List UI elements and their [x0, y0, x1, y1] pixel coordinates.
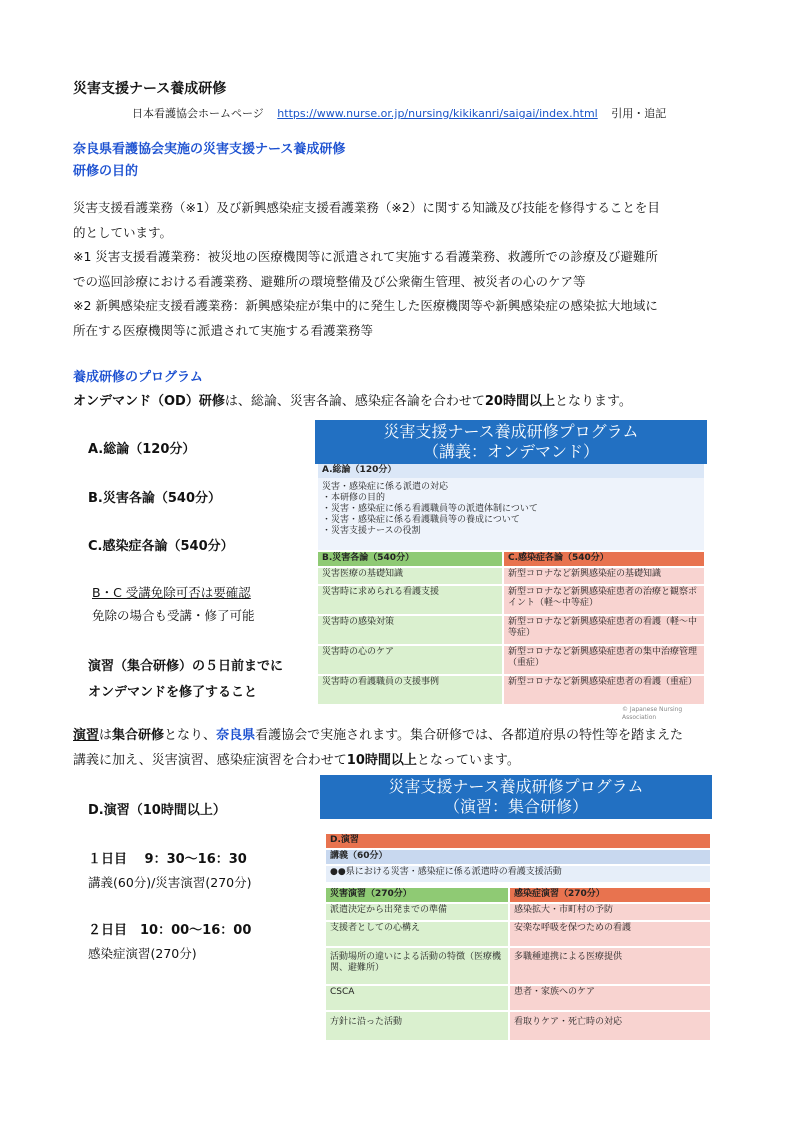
od-intro — [73, 390, 632, 409]
ex-program-banner — [320, 775, 712, 819]
a-item: ・本研修の目的 — [322, 493, 386, 503]
note1-line: ※1 災害支援看護業務：被災地の医療機関等に派遣されて実施する看護業務、救護所での診療及び避難所 — [73, 249, 658, 264]
left-d: D.演習（10時間以上） — [88, 803, 226, 818]
b-row: 災害時の感染対策 — [318, 616, 502, 644]
od-program-table — [318, 464, 704, 721]
left-c: C.感染症各論（540分） — [88, 539, 234, 554]
exercise-text: となっています。 — [416, 753, 520, 768]
lecture-header: 講義（60分） — [326, 850, 710, 864]
exercise-text: となり、 — [164, 728, 217, 743]
od-intro-text: は、総論、災害各論、感染症各論を合わせて — [224, 394, 485, 409]
infection-row: 多職種連携による医療提供 — [510, 948, 710, 984]
infection-row: 安楽な呼吸を保つための看護 — [510, 922, 710, 946]
c-row: 新型コロナなど新興感染症患者の看護（重症） — [504, 676, 704, 704]
c-header: C.感染症各論（540分） — [504, 552, 704, 566]
left-b: B.災害各論（540分） — [88, 491, 221, 506]
group-training-term: 集合研修 — [112, 728, 165, 743]
od-intro-hours: 20時間以上 — [484, 394, 555, 409]
section1-heading: 奈良県看護協会実施の災害支援ナース養成研修 — [73, 142, 346, 157]
exercise-text: は — [99, 728, 113, 743]
left-a: A.総論（120分） — [88, 442, 196, 457]
b-row: 災害医療の基礎知識 — [318, 568, 502, 584]
page-title: 災害支援ナース養成研修 — [73, 81, 227, 97]
exempt-note-2: 免除の場合も受講・修了可能 — [92, 608, 255, 623]
od-intro-term: オンデマンド（OD）研修 — [73, 394, 225, 409]
od-program-banner — [315, 420, 707, 464]
lecture-item: ●●県における災害・感染症に係る派遣時の看護支援活動 — [326, 866, 710, 882]
disaster-row: 派遣決定から出発までの準備 — [326, 904, 508, 920]
note1-line: での巡回診療における看護業務、避難所の環境整備及び公衆衛生管理、被災者の心のケア等 — [73, 273, 586, 289]
day1-title: １日目 9：30〜16：30 — [88, 852, 247, 867]
disaster-header: 災害演習（270分） — [326, 888, 508, 902]
a-item: ・災害・感染症に係る看護職員等の派遣体制について — [322, 504, 538, 514]
day2-title: ２日目 10：00〜16：00 — [88, 923, 252, 938]
c-row: 新型コロナなど新興感染症患者の治療と観察ポイント（軽〜中等症） — [504, 586, 704, 614]
od-intro-end: となります。 — [554, 394, 632, 409]
d-header: D.演習 — [326, 834, 710, 848]
a-item: 災害・感染症に係る派遣の対応 — [322, 482, 449, 492]
exercise-hours: 10時間以上 — [346, 753, 417, 768]
b-row: 災害時の心のケア — [318, 646, 502, 674]
b-row: 災害時に求められる看護支援 — [318, 586, 502, 614]
od-banner-line1: 災害支援ナース養成研修プログラム — [383, 422, 639, 441]
infection-header: 感染症演習（270分） — [510, 888, 710, 902]
od-banner-line2: （講義：オンデマンド） — [422, 442, 599, 461]
deadline-note: 演習（集合研修）の５日前までに — [88, 659, 284, 674]
note2-line: 所在する医療機関等に派遣されて実施する看護業務等 — [73, 322, 374, 338]
purpose-body — [73, 196, 733, 343]
purpose-heading: 研修の目的 — [73, 164, 139, 179]
c-row: 新型コロナなど新興感染症患者の集中治療管理（重症） — [504, 646, 704, 674]
source-link[interactable]: https://www.nurse.or.jp/nursing/kikikanri/saigai/index.html — [277, 107, 598, 120]
disaster-row: CSCA — [326, 986, 508, 1010]
day2-detail: 感染症演習(270分) — [88, 946, 197, 961]
exercise-text: 講義に加え、災害演習、感染症演習を合わせて — [73, 753, 347, 768]
b-header: B.災害各論（540分） — [318, 552, 502, 566]
a-item: ・災害支援ナースの役割 — [322, 526, 421, 536]
a-body — [318, 478, 704, 550]
exempt-note: B・C 受講免除可否は要確認 — [92, 585, 251, 600]
source-label: 日本看護協会ホームページ — [132, 107, 264, 120]
purpose-line: 的としています。 — [73, 224, 173, 240]
exercise-term: 演習 — [73, 728, 100, 743]
note2-line: ※2 新興感染症支援看護業務：新興感染症が集中的に発生した医療機関等や新興感染症の感染拡大地域に — [73, 298, 658, 313]
ex-banner-line1: 災害支援ナース養成研修プログラム — [388, 777, 644, 796]
infection-row: 感染拡大・市町村の予防 — [510, 904, 710, 920]
disaster-row: 支援者としての心構え — [326, 922, 508, 946]
infection-row: 患者・家族へのケア — [510, 986, 710, 1010]
day1-detail: 講義(60分)/災害演習(270分) — [88, 875, 252, 890]
nara-term: 奈良県 — [216, 728, 256, 743]
source-line — [132, 105, 666, 121]
c-row: 新型コロナなど新興感染症の基礎知識 — [504, 568, 704, 584]
c-row: 新型コロナなど新興感染症患者の看護（軽〜中等症） — [504, 616, 704, 644]
exercise-intro — [73, 723, 733, 773]
a-header: A.総論（120分） — [318, 464, 704, 478]
deadline-note-2: オンデマンドを修了すること — [88, 685, 258, 700]
exercise-intro-line2 — [73, 748, 733, 773]
a-item: ・災害・感染症に係る看護職員等の養成について — [322, 515, 520, 525]
ex-banner-line2: （演習：集合研修） — [443, 797, 588, 816]
disaster-row: 方針に沿った活動 — [326, 1012, 508, 1040]
purpose-line: 災害支援看護業務（※1）及び新興感染症支援看護業務（※2）に関する知識及び技能を修得することを目 — [73, 200, 660, 215]
program-heading: 養成研修のプログラム — [73, 370, 203, 385]
od-copyright: © Japanese Nursing Association — [622, 706, 683, 721]
infection-row: 看取りケア・死亡時の対応 — [510, 1012, 710, 1040]
exercise-text: 看護協会で実施されます。集合研修では、各都道府県の特性等を踏まえた — [255, 728, 684, 743]
b-row: 災害時の看護職員の支援事例 — [318, 676, 502, 704]
exercise-intro-line1 — [73, 723, 733, 748]
source-note: 引用・追記 — [611, 107, 667, 120]
disaster-row: 活動場所の違いによる活動の特徴（医療機関、避難所） — [326, 948, 508, 984]
ex-program-table — [326, 834, 710, 1042]
